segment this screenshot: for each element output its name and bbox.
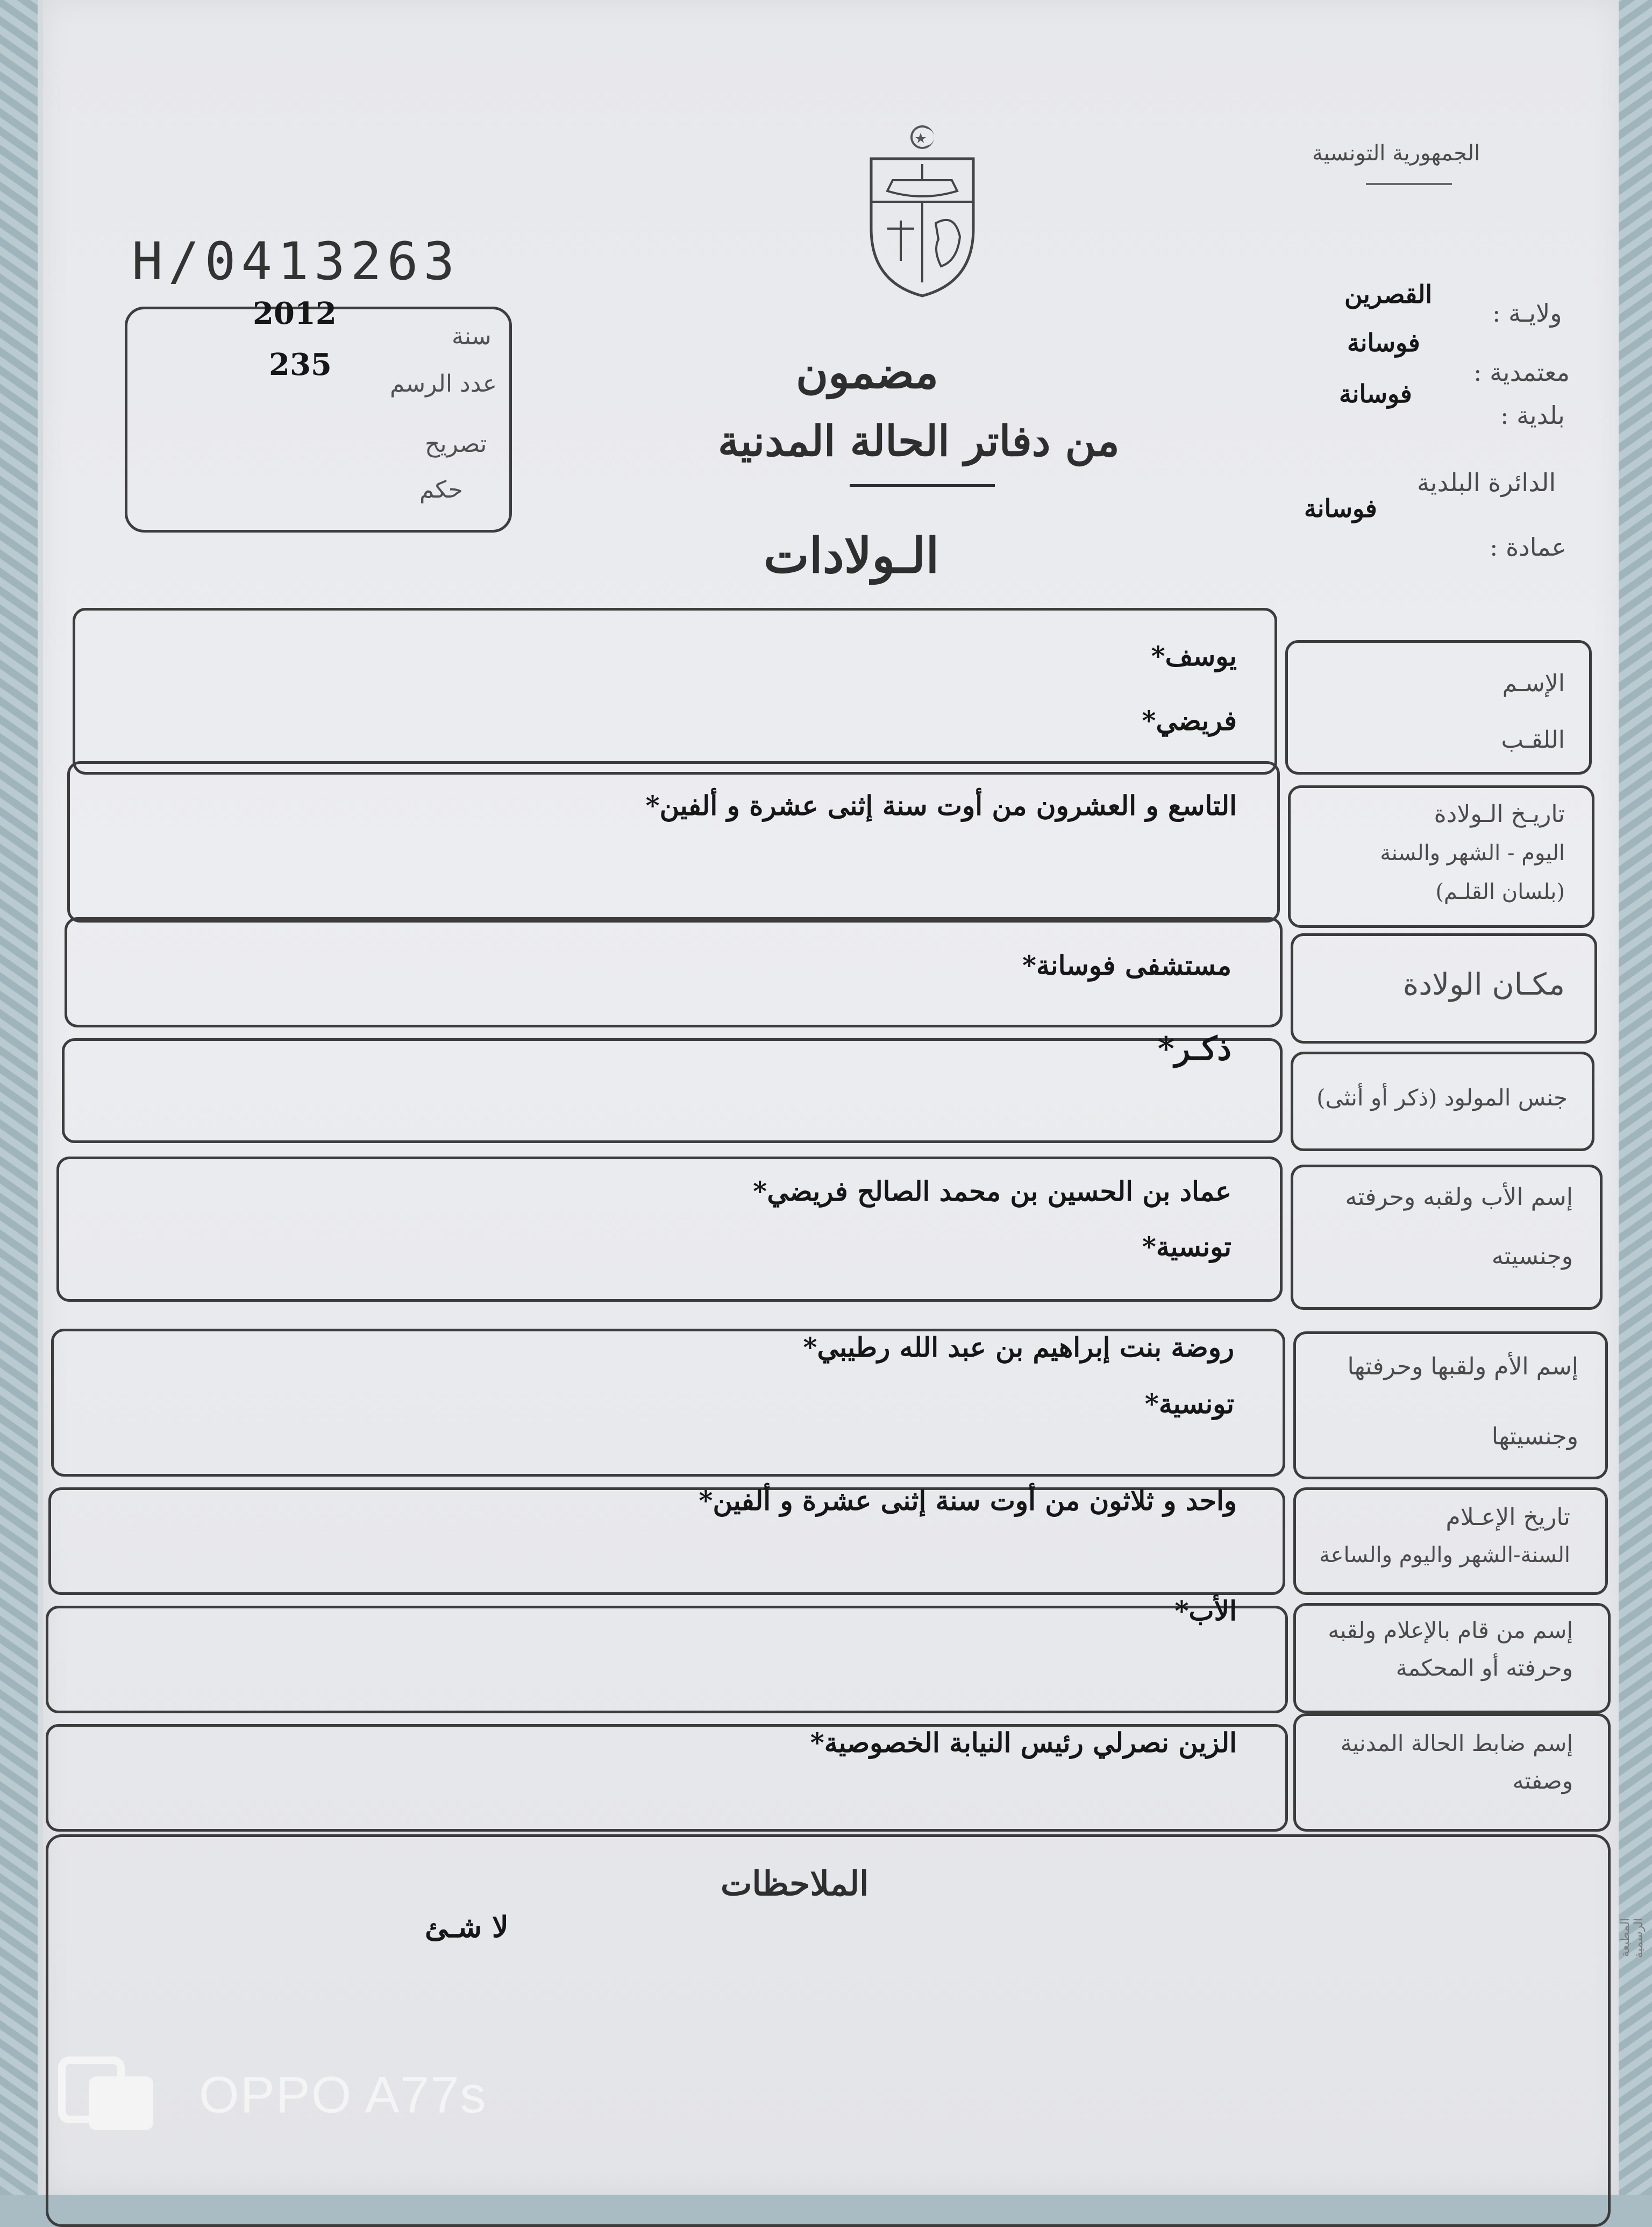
value-mother-name: روضة بنت إبراهيم بن عبد الله رطيبي*	[803, 1331, 1234, 1363]
mootamadia-label: معتمدية :	[1473, 358, 1570, 387]
printer-mark: المطبعة الرسمية	[1619, 1918, 1646, 1958]
label-registrar-title: وصفته	[1512, 1768, 1573, 1794]
label-declarant: إسم من قام بالإعلام ولقبه	[1328, 1617, 1573, 1643]
header-rule	[1366, 183, 1452, 185]
value-registrar: الزين نصرلي رئيس النيابة الخصوصية*	[810, 1727, 1237, 1758]
daira-label: الدائرة البلدية	[1417, 468, 1556, 497]
serial-number: H/0413263	[132, 231, 460, 292]
register-year-label: سنة	[452, 323, 492, 350]
camera-watermark-icon	[56, 2055, 159, 2136]
title-civil-registers: من دفاتر الحالة المدنية	[718, 417, 1120, 466]
value-birth-date: التاسع و العشرون من أوت سنة إثنى عشرة و ألفين*	[645, 790, 1237, 821]
label-birth-date-in-words: (بلسان القلـم)	[1435, 880, 1565, 904]
notes-value: لا شـئ	[425, 1910, 509, 1944]
label-declaration-date: تاريخ الإعـلام	[1446, 1503, 1570, 1531]
label-birth-date-format: اليوم - الشهر والسنة	[1380, 841, 1565, 866]
value-father-name: عماد بن الحسين بن محمد الصالح فريضي*	[753, 1175, 1231, 1207]
value-first-name	[161, 629, 1237, 683]
label-declaration-date-format: السنة-الشهر واليوم والساعة	[1319, 1543, 1570, 1568]
baladia-value: فوسانة	[1339, 379, 1412, 408]
declaration-label: تصريح	[425, 430, 487, 458]
baladia-label: بلدية :	[1500, 401, 1565, 430]
label-father-nationality: وجنسيته	[1491, 1243, 1573, 1270]
title-summary: مضمون	[796, 347, 939, 399]
title-births: الـولادات	[764, 527, 939, 584]
wilaya-value: القصرين	[1344, 280, 1433, 309]
value-birth-place: مستشفى فوسانة*	[1022, 949, 1231, 981]
camera-watermark-text: OPPO A77s	[199, 2066, 487, 2124]
label-mother: إسم الأم ولقبها وحرفتها	[1347, 1353, 1578, 1380]
value-declarant: الأب*	[1174, 1595, 1237, 1627]
title-underline	[850, 484, 995, 487]
value-first-name-text: يوسف*	[1151, 640, 1237, 672]
label-sex: جنس المولود (ذكر أو أنثى)	[1316, 1084, 1568, 1111]
register-year-value: 2012	[253, 296, 337, 331]
register-number-label: عدد الرسم	[390, 370, 497, 398]
label-first-name: الإسـم	[1502, 670, 1565, 697]
label-birth-date: تاريـخ الـولادة	[1434, 800, 1565, 828]
label-father: إسم الأب ولقبه وحرفته	[1345, 1183, 1573, 1211]
imada-label: عمادة :	[1490, 533, 1566, 562]
value-surname: فريضي*	[1142, 705, 1237, 736]
mootamadia-value: فوسانة	[1347, 328, 1420, 357]
tunisia-coat-of-arms-icon	[860, 121, 984, 299]
republic-heading: الجمهورية التونسية	[1312, 141, 1480, 166]
imada-value: فوسانة	[1304, 494, 1377, 523]
label-registrar: إسم ضابط الحالة المدنية	[1340, 1730, 1573, 1756]
value-father-nationality: تونسية*	[1142, 1231, 1231, 1263]
judgment-label: حكم	[419, 476, 463, 503]
label-birth-place: مكـان الولادة	[1402, 967, 1565, 1002]
value-declaration-date: واحد و ثلاثون من أوت سنة إثنى عشرة و ألفين*	[699, 1485, 1237, 1516]
value-mother-nationality: تونسية*	[1144, 1388, 1234, 1420]
label-surname: اللقـب	[1501, 726, 1565, 754]
notes-title: الملاحظات	[721, 1864, 869, 1903]
wilaya-label: ولايـة :	[1492, 299, 1562, 328]
label-declarant-occupation: وحرفته أو المحكمة	[1395, 1655, 1573, 1681]
register-number-value: 235	[269, 347, 332, 382]
value-sex: ذكـر*	[1157, 1030, 1231, 1068]
label-mother-nationality: وجنسيتها	[1491, 1423, 1578, 1450]
